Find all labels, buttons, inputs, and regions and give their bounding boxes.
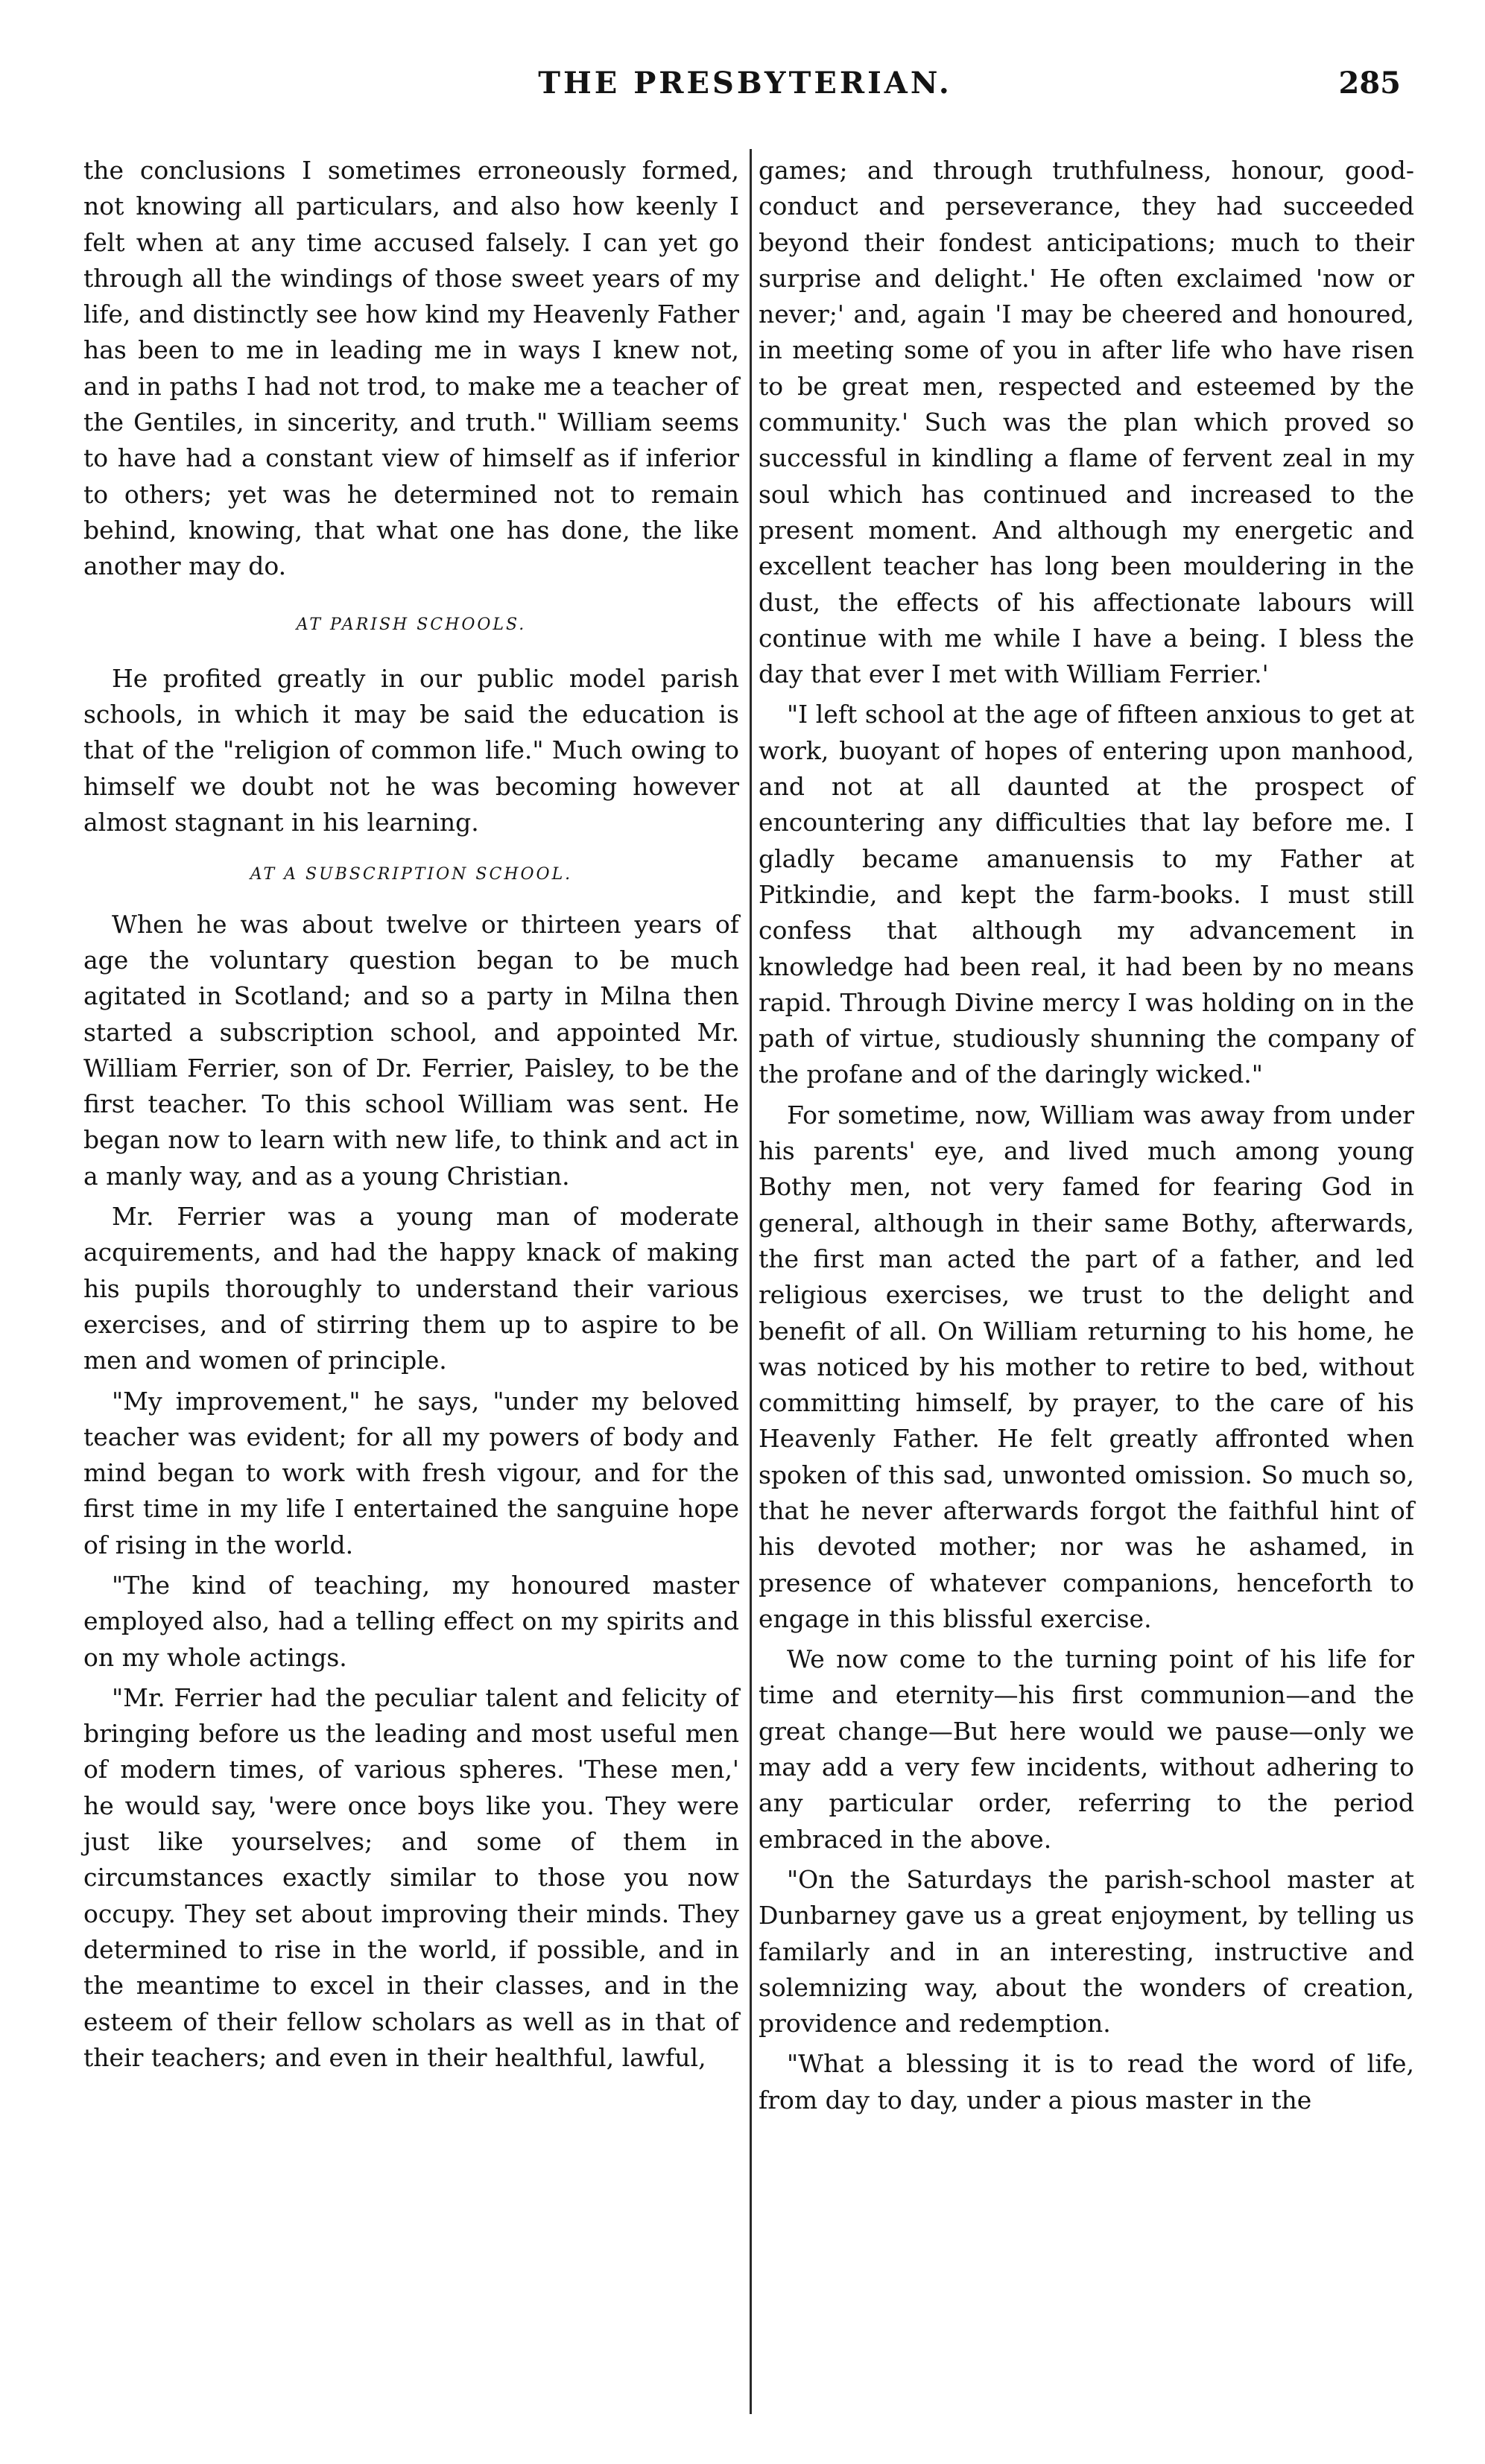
paragraph: When he was about twelve or thirteen years of age the voluntary question began to be much agitated in Scotland; and so a party in Milna then started a subscription school, and appointed Mr. William Ferrier, son of Dr. Ferrier, Paisley, to be the first teacher. To this school William was sent. He began now to learn with new life, to think and act in a manly way, and as a young Christian. — [83, 909, 739, 1191]
paragraph: For sometime, now, William was away from under his parents' eye, and lived much among young Bothy men, not very famed for fearing God in general, although in their same Bothy, afterwards, the first man acted the part of a father, and led religious exercises, we trust to the delight and benefit of all. On William returning to his home, he was noticed by his mother to retire to bed, without committing himself, by prayer, to the care of his Heavenly Father. He felt greatly affronted when spoken of this sad, unwonted omission. So much so, that he never afterwards forgot the faithful hint of his devoted mother; nor was he ashamed, in presence of whatever companions, henceforth to engage in this blissful exercise. — [759, 1100, 1414, 1633]
paragraph: the conclusions I sometimes erroneously formed, not knowing all particulars, and also how keenly I felt when at any time accused falsely. I can yet go through all the windings of those sweet years of my life, and distinctly see how kind my Heavenly Father has been to me in leading me in ways I knew not, and in paths I had not trod, to make me a teacher of the Gentiles, in sincerity, and truth." William seems to have had a constant view of himself as if inferior to others; yet was he determined not to remain behind, knowing, that what one has done, the like another may do. — [83, 156, 739, 581]
paragraph: "I left school at the age of fifteen anxious to get at work, buoyant of hopes of entering upon manhood, and not at all daunted at the prospect of encountering any difficulties that lay before me. I gladly became amanuensis to my Father at Pitkindie, and kept the farm-books. I must still confess that although my advancement in knowledge had been real, it had been by no means rapid. Through Divine mercy I was holding on in the path of virtue, studiously shunning the company of the profane and of the daringly wicked." — [759, 700, 1414, 1089]
section-heading: AT PARISH SCHOOLS. — [296, 615, 527, 634]
section-heading: AT A SUBSCRIPTION SCHOOL. — [250, 865, 573, 884]
column-divider — [750, 149, 752, 2414]
paragraph: games; and through truthfulness, honour, good-conduct and perseverance, they had succeeded beyond their fondest anticipations; much to their surprise and delight.' He often exclaimed 'now or never;' and, again 'I may be cheered and honoured, in meeting some of you in after life who have risen to be great men, respected and esteemed by the community.' Such was the plan which proved so successful in kindling a flame of fervent zeal in my soul which has continued and increased to the present moment. And although my energetic and excellent teacher has long been mouldering in the dust, the effects of his affectionate labours will continue with me while I have a being. I bless the day that ever I met with William Ferrier.' — [759, 156, 1414, 689]
paragraph: "The kind of teaching, my honoured master employed also, had a telling effect on my spirits and on my whole actings. — [83, 1570, 739, 1672]
right-column — [759, 153, 1414, 2118]
page-number: 285 — [1338, 66, 1401, 101]
left-column — [83, 153, 739, 2076]
paragraph: "What a blessing it is to read the word of life, from day to day, under a pious master in the — [759, 2049, 1414, 2115]
paragraph: He profited greatly in our public model parish schools, in which it may be said the education is that of the "religion of common life." Much owing to himself we doubt not he was becoming however almost stagnant in his learning. — [83, 663, 739, 837]
page-header — [75, 66, 1416, 118]
paragraph: "Mr. Ferrier had the peculiar talent and felicity of bringing before us the leading and most useful men of modern times, of various spheres. 'These men,' he would say, 'were once boys like you. They were just like yourselves; and some of them in circumstances exactly similar to those you now occupy. They set about improving their minds. They determined to rise in the world, if possible, and in the meantime to excel in their classes, and in the esteem of their fellow scholars as well as in that of their teachers; and even in their healthful, lawful, — [83, 1682, 739, 2072]
paragraph: "My improvement," he says, "under my beloved teacher was evident; for all my powers of body and mind began to work with fresh vigour, and for the first time in my life I entertained the sanguine hope of rising in the world. — [83, 1386, 739, 1559]
paragraph: "On the Saturdays the parish-school master at Dunbarney gave us a great enjoyment, by telling us familarly and in an interesting, instructive and solemnizing way, about the wonders of creation, providence and redemption. — [759, 1864, 1414, 2039]
paragraph: Mr. Ferrier was a young man of moderate acquirements, and had the happy knack of making his pupils thoroughly to understand their various exercises, and of stirring them up to aspire to be men and women of principle. — [83, 1202, 739, 1375]
paragraph: We now come to the turning point of his life for time and eternity—his first communion—and the great change—But here would we pause—only we may add a very few incidents, without adhering to any particular order, referring to the period embraced in the above. — [759, 1644, 1414, 1854]
running-title: THE PRESBYTERIAN. — [538, 66, 952, 101]
